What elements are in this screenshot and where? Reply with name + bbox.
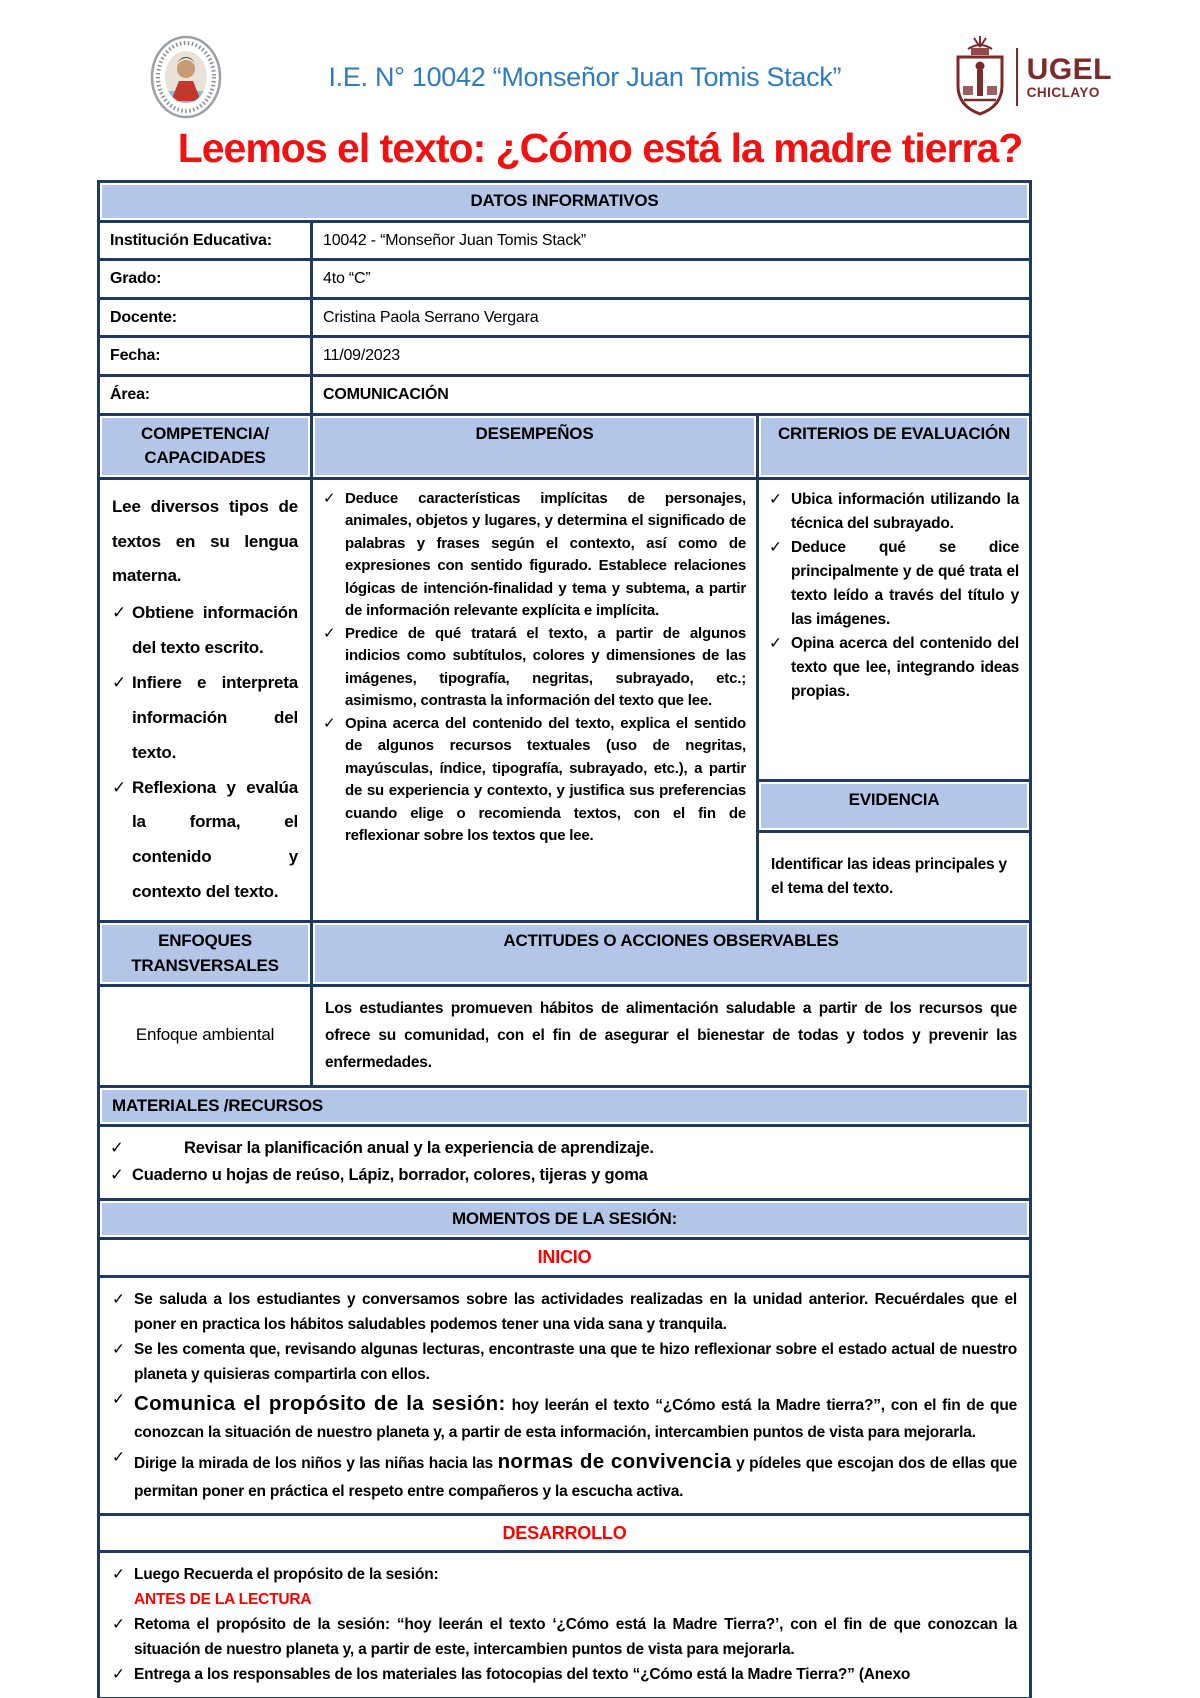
ugel-name: UGEL bbox=[1026, 52, 1112, 86]
page-title: Leemos el texto: ¿Cómo está la madre tierra? bbox=[177, 125, 1023, 171]
inicio-text: Se saluda a los estudiantes y conversamos sobre las actividades realizadas en la unidad anterior. Recuérdales que el poner en practica los hábitos saludables podemos tener una vida sana y tranquila. bbox=[134, 1290, 1018, 1333]
table-row bbox=[99, 1276, 1031, 1514]
criterio-text: Opina acerca del contenido del texto que lee, integrando ideas propias. bbox=[791, 634, 1020, 700]
check-icon: ✓ bbox=[112, 1391, 125, 1409]
desarrollo-text: Entrega a los responsables de los materiales las fotocopias del texto “¿Cómo está la Madre Tierra?” (Anexo bbox=[134, 1666, 911, 1684]
desarrollo-text: Luego Recuerda el propósito de la sesión: bbox=[134, 1565, 439, 1583]
cell-materiales bbox=[99, 1126, 1031, 1199]
capacidad-text: Infiere e interpreta información del texto. bbox=[132, 673, 298, 762]
inicio-text: Se les comenta que, revisando algunas lecturas, encontraste una que te hizo reflexionar sobre el estado actual de nuestro planeta y quisieras compartirla con ellos. bbox=[134, 1340, 1018, 1383]
check-icon: ✓ bbox=[323, 714, 336, 732]
competencia-intro: Lee diversos tipos de textos en su lengua materna. bbox=[112, 496, 298, 586]
list-item bbox=[112, 1287, 1017, 1337]
list-item bbox=[112, 596, 298, 666]
ugel-crest-icon bbox=[948, 34, 1012, 120]
table-row bbox=[99, 298, 1031, 337]
check-icon: ✓ bbox=[112, 777, 127, 797]
school-crest-icon bbox=[150, 35, 222, 119]
list-item bbox=[112, 1562, 1017, 1587]
column-header-criterios: CRITERIOS DE EVALUACIÓN bbox=[758, 414, 1031, 478]
table-row bbox=[99, 221, 1031, 260]
cell-inicio bbox=[99, 1276, 1031, 1514]
capacidad-text: Obtiene información del texto escrito. bbox=[132, 603, 298, 658]
cell-desempenos bbox=[312, 478, 758, 921]
field-value-fecha: 11/09/2023 bbox=[312, 337, 1031, 376]
check-icon: ✓ bbox=[110, 1166, 124, 1185]
list-item bbox=[112, 1445, 1017, 1503]
ugel-text bbox=[1026, 52, 1112, 100]
material-text: Cuaderno u hojas de reúso, Lápiz, borrador, colores, tijeras y goma bbox=[132, 1166, 648, 1185]
lesson-plan-table bbox=[97, 180, 1032, 1698]
section-header-datos-informativos: DATOS INFORMATIVOS bbox=[99, 181, 1031, 221]
check-icon: ✓ bbox=[323, 624, 336, 642]
column-header-actitudes: ACTITUDES O ACCIONES OBSERVABLES bbox=[312, 921, 1031, 985]
check-icon: ✓ bbox=[769, 538, 782, 556]
list-item bbox=[323, 623, 746, 713]
table-row bbox=[99, 1126, 1031, 1199]
list-item bbox=[110, 1135, 1019, 1162]
check-icon: ✓ bbox=[769, 634, 782, 652]
cell-competencia bbox=[99, 478, 312, 921]
proposito-rest: hoy leerán el texto “¿Cómo está la Madre tierra?”, con el fin de que conozcan la situación de nuestro planeta y, a partir de esta información, intercambien puntos de vista para mejorarla. bbox=[134, 1397, 1018, 1442]
document-header bbox=[0, 0, 1200, 120]
field-value-institucion: 10042 - “Monseñor Juan Tomis Stack” bbox=[312, 221, 1031, 260]
list-item bbox=[112, 1612, 1017, 1662]
list-item bbox=[112, 1337, 1017, 1387]
inicio-text bbox=[134, 1387, 1017, 1445]
table-row bbox=[99, 337, 1031, 376]
cell-enfoque-nombre: Enfoque ambiental bbox=[99, 986, 312, 1086]
normas-pre: Dirige la mirada de los niños y las niñas hacia las bbox=[134, 1455, 493, 1473]
list-item bbox=[112, 1662, 1017, 1687]
desempeno-text: Predice de qué tratará el texto, a partir de algunos indicios como subtítulos, colores y dimensiones de las imágenes, tipografía, negritas, subrayado, etc.; asimismo, contrasta la información del texto que lee. bbox=[345, 624, 746, 710]
school-name: I.E. N° 10042 “Monseñor Juan Tomis Stack” bbox=[328, 61, 842, 92]
section-header-materiales: MATERIALES /RECURSOS bbox=[99, 1086, 1031, 1126]
normas-post: y pídeles que escojan dos de ellas que permitan poner en práctica el respeto entre compañeros y la escucha activa. bbox=[134, 1455, 1018, 1500]
desempeno-text: Deduce características implícitas de personajes, animales, objetos y lugares, y determina el significado de palabras y frases según el contexto, así como de expresiones con sentido figurado. Establece relaciones lógicas de intención-finalidad y tema y subtema, a partir de información relevante explícita e implícita. bbox=[345, 489, 746, 620]
criterio-text: Deduce qué se dice principalmente y de qué trata el texto leído a través del título y las imágenes. bbox=[791, 538, 1020, 628]
cell-criterios bbox=[758, 478, 1031, 781]
column-header-competencia: COMPETENCIA/ CAPACIDADES bbox=[99, 414, 312, 478]
field-label-area: Área: bbox=[99, 375, 312, 414]
field-label-institucion: Institución Educativa: bbox=[99, 221, 312, 260]
cell-actitud: Los estudiantes promueven hábitos de alimentación saludable a partir de los recursos que ofrece su comunidad, con el fin de asegurar el bienestar de todas y todos y prevenir las enfermedades. bbox=[312, 986, 1031, 1086]
inicio-text bbox=[134, 1445, 1017, 1503]
ugel-logo bbox=[948, 34, 1112, 120]
check-icon: ✓ bbox=[112, 603, 127, 623]
desempeno-text: Opina acerca del contenido del texto, explica el sentido de algunos recursos textuales (uso de negritas, mayúsculas, índice, tipografía, subrayado, etc.), a partir de su experiencia y contexto, y justifica sus preferencias cuando elige o recomienda textos, con el fin de reflexionar sobre los textos que lee. bbox=[345, 714, 746, 845]
criterio-text: Ubica información utilizando la técnica del subrayado. bbox=[791, 490, 1020, 532]
ugel-city: CHICLAYO bbox=[1026, 84, 1100, 100]
list-item bbox=[323, 713, 746, 848]
desarrollo-text: Retoma el propósito de la sesión: “hoy leerán el texto ‘¿Cómo está la Madre Tierra?’, con el fin de que conozcan la situación de nuestro planeta y, a partir de este, intercambien puntos de vista para mejorarla. bbox=[134, 1616, 1018, 1659]
column-header-enfoques: ENFOQUES TRANSVERSALES bbox=[99, 921, 312, 985]
table-row bbox=[99, 478, 1031, 781]
list-item bbox=[323, 488, 746, 623]
check-icon: ✓ bbox=[112, 1340, 125, 1358]
section-header-inicio: INICIO bbox=[99, 1239, 1031, 1276]
field-value-docente: Cristina Paola Serrano Vergara bbox=[312, 298, 1031, 337]
check-icon: ✓ bbox=[769, 490, 782, 508]
list-item bbox=[769, 632, 1019, 704]
table-row bbox=[99, 260, 1031, 299]
field-label-fecha: Fecha: bbox=[99, 337, 312, 376]
ugel-divider bbox=[1016, 48, 1018, 106]
list-item bbox=[769, 536, 1019, 632]
cell-desarrollo bbox=[99, 1551, 1031, 1698]
proposito-lead: Comunica el propósito de la sesión: bbox=[134, 1392, 506, 1416]
capacidad-text: Reflexiona y evalúa la forma, el contenido y contexto del texto. bbox=[132, 777, 298, 902]
check-icon: ✓ bbox=[110, 1139, 124, 1158]
list-item bbox=[110, 1162, 1019, 1189]
check-icon: ✓ bbox=[112, 1616, 125, 1634]
table-row bbox=[99, 414, 1031, 478]
list-item bbox=[112, 771, 298, 910]
list-item bbox=[112, 1387, 1017, 1445]
section-header-momentos: MOMENTOS DE LA SESIÓN: bbox=[99, 1199, 1031, 1239]
check-icon: ✓ bbox=[112, 1565, 125, 1583]
cell-evidencia: Identificar las ideas principales y el tema del texto. bbox=[758, 832, 1031, 921]
column-header-desempenos: DESEMPEÑOS bbox=[312, 414, 758, 478]
section-header-evidencia: EVIDENCIA bbox=[758, 781, 1031, 832]
check-icon: ✓ bbox=[112, 1449, 125, 1467]
table-row bbox=[99, 921, 1031, 985]
table-row bbox=[99, 986, 1031, 1086]
field-value-grado: 4to “C” bbox=[312, 260, 1031, 299]
field-label-grado: Grado: bbox=[99, 260, 312, 299]
field-label-docente: Docente: bbox=[99, 298, 312, 337]
list-item bbox=[769, 488, 1019, 536]
check-icon: ✓ bbox=[323, 489, 336, 507]
material-text: Revisar la planificación anual y la experiencia de aprendizaje. bbox=[184, 1139, 654, 1158]
table-row bbox=[99, 1551, 1031, 1698]
field-value-area: COMUNICACIÓN bbox=[312, 375, 1031, 414]
check-icon: ✓ bbox=[112, 1290, 125, 1308]
check-icon: ✓ bbox=[112, 1666, 125, 1684]
subsection-antes-de-la-lectura: ANTES DE LA LECTURA bbox=[134, 1591, 312, 1609]
check-icon: ✓ bbox=[112, 673, 127, 693]
section-header-desarrollo: DESARROLLO bbox=[99, 1514, 1031, 1551]
list-item bbox=[112, 666, 298, 771]
table-row bbox=[99, 375, 1031, 414]
normas-emphasis: normas de convivencia bbox=[497, 1450, 732, 1474]
